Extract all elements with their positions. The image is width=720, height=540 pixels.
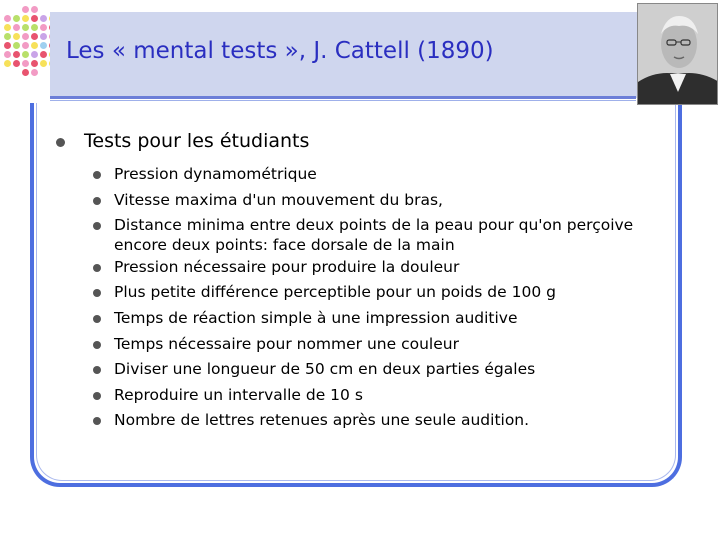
sub-bullet-text: Temps nécessaire pour nommer une couleur (114, 334, 459, 353)
decorative-dot (4, 60, 11, 67)
sub-bullet-item (0, 162, 633, 188)
decorative-dot (40, 42, 47, 49)
decorative-dot (31, 24, 38, 31)
frame-top-line-inner (50, 100, 636, 101)
decorative-dot (22, 24, 29, 31)
decorative-dot (13, 51, 20, 58)
sub-bullet-item (0, 255, 633, 281)
bullet-dot-icon (93, 315, 101, 323)
sub-bullet-text: Diviser une longueur de 50 cm en deux parties égales (114, 360, 536, 379)
decorative-dot (31, 15, 38, 22)
decorative-dot (31, 42, 38, 49)
sub-bullet-text: encore deux points: face dorsale de la main (114, 235, 455, 254)
decorative-dot (22, 42, 29, 49)
decorative-dot (31, 6, 38, 13)
sub-bullet-text: Nombre de lettres retenues après une seule audition. (114, 411, 530, 430)
decorative-dot (31, 51, 38, 58)
decorative-dot (22, 15, 29, 22)
sub-bullet-list (0, 162, 633, 434)
portrait-drawing (638, 4, 718, 105)
decorative-dot (31, 60, 38, 67)
decorative-dot (40, 24, 47, 31)
bullet-dot-icon (93, 222, 101, 230)
decorative-dot (4, 33, 11, 40)
sub-bullet-text: Temps de réaction simple à une impression auditive (114, 308, 518, 327)
main-bullet-text: Tests pour les étudiants (84, 130, 310, 152)
decorative-dot (22, 6, 29, 13)
decorative-dot (13, 60, 20, 67)
sub-bullet-item (0, 332, 633, 358)
bullet-dot-icon (93, 366, 101, 374)
sub-bullet-item (0, 188, 633, 214)
decorative-dot (31, 33, 38, 40)
sub-bullet-item (0, 280, 633, 306)
frame-top-line (50, 96, 636, 99)
bullet-dot-icon (93, 417, 101, 425)
decorative-dot (4, 42, 11, 49)
decorative-dot (4, 51, 11, 58)
bullet-dot-icon (93, 171, 101, 179)
bullet-dot-icon (93, 289, 101, 297)
decorative-dot (22, 69, 29, 76)
decorative-dot (22, 60, 29, 67)
bullet-dot-icon (93, 392, 101, 400)
portrait-photo (637, 3, 718, 105)
sub-bullet-text: Plus petite différence perceptible pour un poids de 100 g (114, 283, 556, 302)
bullet-dot-icon (93, 341, 101, 349)
sub-bullet-item (0, 306, 633, 332)
sub-bullet-item (0, 383, 633, 409)
decorative-dot (13, 42, 20, 49)
bullet-dot-icon (93, 264, 101, 272)
decorative-dot (22, 33, 29, 40)
decorative-dot (13, 24, 20, 31)
decorative-dot (4, 15, 11, 22)
decorative-dot (40, 51, 47, 58)
sub-bullet-text: Pression dynamométrique (114, 165, 317, 183)
decorative-dot (13, 33, 20, 40)
decorative-dot (40, 60, 47, 67)
sub-bullet-text: Vitesse maxima d'un mouvement du bras, (114, 190, 443, 209)
decorative-dot (40, 15, 47, 22)
sub-bullet-text: Reproduire un intervalle de 10 s (114, 385, 363, 404)
decorative-dot (31, 69, 38, 76)
decorative-dot (13, 15, 20, 22)
sub-bullet-item (0, 213, 633, 255)
decorative-dot (22, 51, 29, 58)
slide-title: Les « mental tests », J. Cattell (1890) (66, 38, 494, 64)
bullet-dot-icon (93, 197, 101, 205)
bullet-dot-icon (56, 138, 65, 147)
sub-bullet-item (0, 408, 633, 434)
sub-bullet-item (0, 357, 633, 383)
sub-bullet-text: Pression nécessaire pour produire la douleur (114, 257, 460, 276)
decorative-dot (4, 24, 11, 31)
sub-bullet-text: Distance minima entre deux points de la peau pour qu'on perçoive (114, 216, 634, 235)
decorative-dot (40, 33, 47, 40)
